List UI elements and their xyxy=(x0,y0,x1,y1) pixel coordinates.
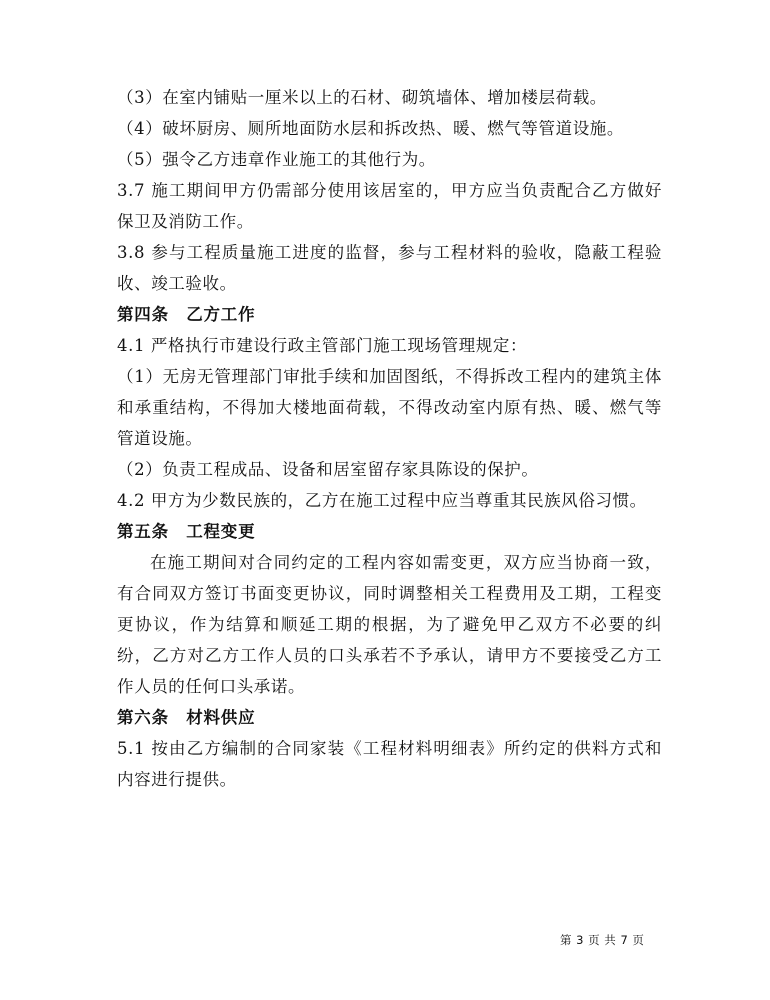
section-heading-article-5: 第五条 工程变更 xyxy=(117,522,256,541)
clause-4-1-item-1: （1）无房无管理部门审批手续和加固图纸，不得拆改工程内的建筑主体和承重结构，不得加大楼地面荷载，不得改动室内原有热、暖、燃气等管道设施。 xyxy=(117,367,662,448)
clause-3-6-item-4: （4）破坏厨房、厕所地面防水层和拆改热、暖、燃气等管道设施。 xyxy=(117,119,624,138)
document-body xyxy=(117,82,662,795)
page-number-footer: 第 3 页 共 7 页 xyxy=(560,933,645,947)
clause-4-1: 4.1 严格执行市建设行政主管部门施工现场管理规定： xyxy=(117,336,528,355)
section-heading-article-6: 第六条 材料供应 xyxy=(117,708,256,727)
clause-3-8: 3.8 参与工程质量施工进度的监督，参与工程材料的验收，隐蔽工程验收、竣工验收。 xyxy=(117,243,662,293)
clause-3-6-item-5: （5）强令乙方违章作业施工的其他行为。 xyxy=(117,150,436,169)
clause-5-1: 5.1 按由乙方编制的合同家装《工程材料明细表》所约定的供料方式和内容进行提供。 xyxy=(117,739,662,789)
clause-4-1-item-2: （2）负责工程成品、设备和居室留存家具陈设的保护。 xyxy=(117,460,539,479)
article-5-body: 在施工期间对合同约定的工程内容如需变更，双方应当协商一致，有合同双方签订书面变更协议，同时调整相关工程费用及工期，工程变更协议，作为结算和顺延工期的根据，为了避免甲乙双方不必要的纠纷，乙方对乙方工作人员的口头承若不予承认，请甲方不要接受乙方工作人员的任何口头承诺。 xyxy=(117,553,662,696)
clause-3-6-item-3: （3）在室内铺贴一厘米以上的石材、砌筑墙体、增加楼层荷载。 xyxy=(117,88,607,107)
clause-3-7: 3.7 施工期间甲方仍需部分使用该居室的，甲方应当负责配合乙方做好保卫及消防工作。 xyxy=(117,181,662,231)
section-heading-article-4: 第四条 乙方工作 xyxy=(117,305,256,324)
clause-4-2: 4.2 甲方为少数民族的，乙方在施工过程中应当尊重其民族风俗习惯。 xyxy=(117,491,647,510)
